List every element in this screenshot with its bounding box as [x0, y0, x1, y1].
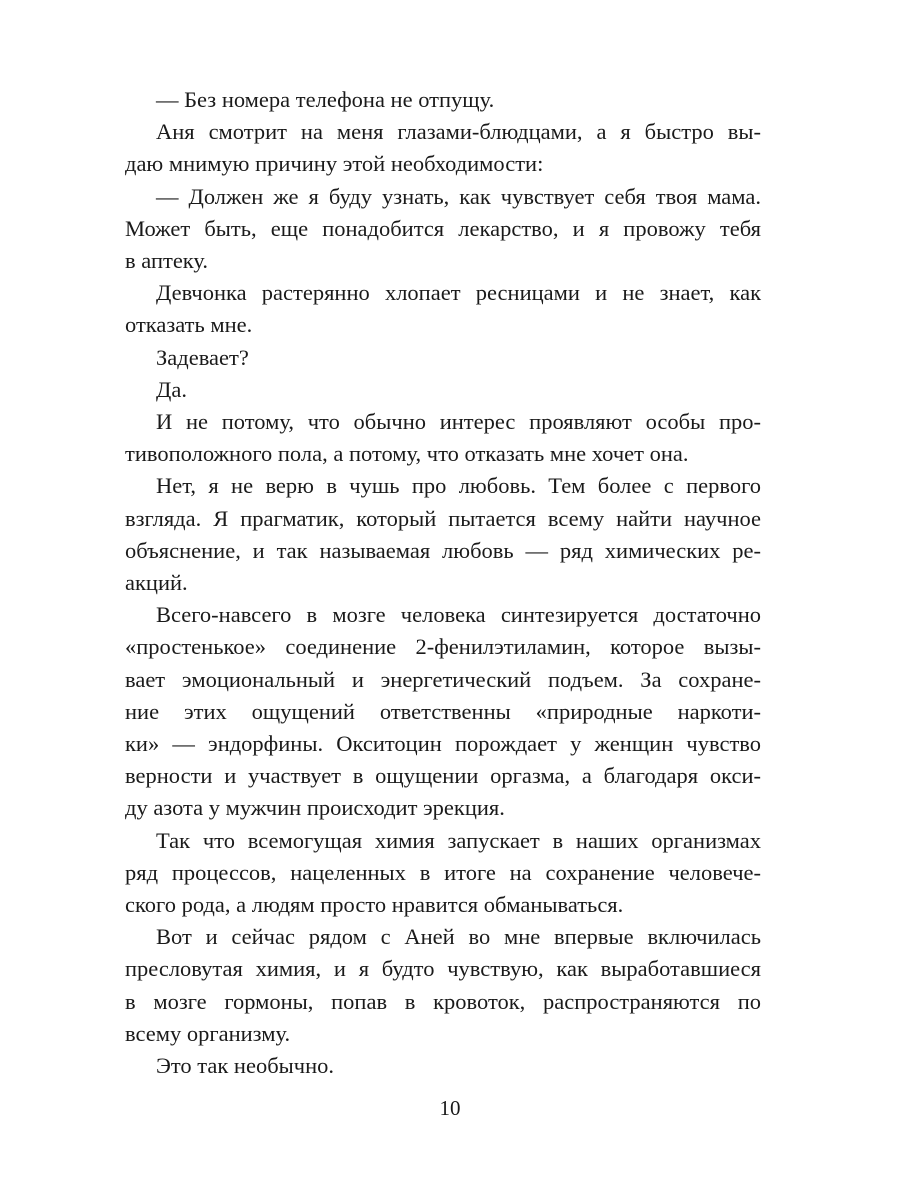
text-line: Задевает?: [156, 344, 249, 370]
text-line: Так что всемогущая химия запускает в наших организмах: [156, 827, 761, 853]
text-line: Аня смотрит на меня глазами-блюдцами, а я быстро вы-: [156, 119, 761, 145]
text-line: всему организму.: [125, 1020, 291, 1046]
text-line: Может быть, еще понадобится лекарство, и я провожу тебя: [125, 215, 761, 241]
text-line: Да.: [156, 376, 187, 402]
text-line: даю мнимую причину этой необходимости:: [125, 151, 544, 177]
text-line: И не потому, что обычно интерес проявляют особы про-: [156, 409, 761, 435]
text-line: тивоположного пола, а потому, что отказать мне хочет она.: [125, 441, 689, 467]
text-line: отказать мне.: [125, 312, 253, 338]
text-line: пресловутая химия, и я будто чувствую, как выработавшиеся: [125, 956, 761, 982]
text-line: верности и участвует в ощущении оргазма, а благодаря окси-: [125, 763, 761, 789]
text-line: Это так необычно.: [156, 1053, 334, 1079]
text-line: — Без номера телефона не отпущу.: [156, 87, 495, 112]
text-line: ского рода, а людям просто нравится обманываться.: [125, 892, 624, 918]
text-line: объяснение, и так называемая любовь — ряд химических ре-: [125, 537, 761, 563]
text-line: Всего-навсего в мозге человека синтезируется достаточно: [156, 602, 761, 628]
text-line: Девчонка растерянно хлопает ресницами и не знает, как: [156, 280, 761, 306]
text-line: акций.: [125, 570, 188, 596]
text-line: взгляда. Я прагматик, который пытается всему найти научное: [125, 505, 761, 531]
text-line: ки» — эндорфины. Окситоцин порождает у женщин чувство: [125, 731, 761, 757]
text-line: «простенькое» соединение 2-фенилэтиламин, которое вызы-: [125, 634, 761, 660]
text-line: в мозге гормоны, попав в кровоток, распространяются по: [125, 988, 761, 1014]
text-line: ние этих ощущений ответственны «природные наркоти-: [125, 698, 761, 724]
body-text: [125, 84, 761, 1082]
text-line: вает эмоциональный и энергетический подъем. За сохране-: [125, 666, 761, 692]
text-line: Нет, я не верю в чушь про любовь. Тем более с первого: [156, 473, 761, 499]
text-line: ду азота у мужчин происходит эрекция.: [125, 795, 505, 821]
text-line: Вот и сейчас рядом с Аней во мне впервые включилась: [156, 924, 761, 950]
text-line: — Должен же я буду узнать, как чувствует себя твоя мама.: [156, 183, 761, 209]
page-number: 10: [439, 1096, 461, 1120]
text-line: в аптеку.: [125, 248, 209, 274]
text-line: ряд процессов, нацеленных в итоге на сохранение человече-: [125, 859, 761, 885]
